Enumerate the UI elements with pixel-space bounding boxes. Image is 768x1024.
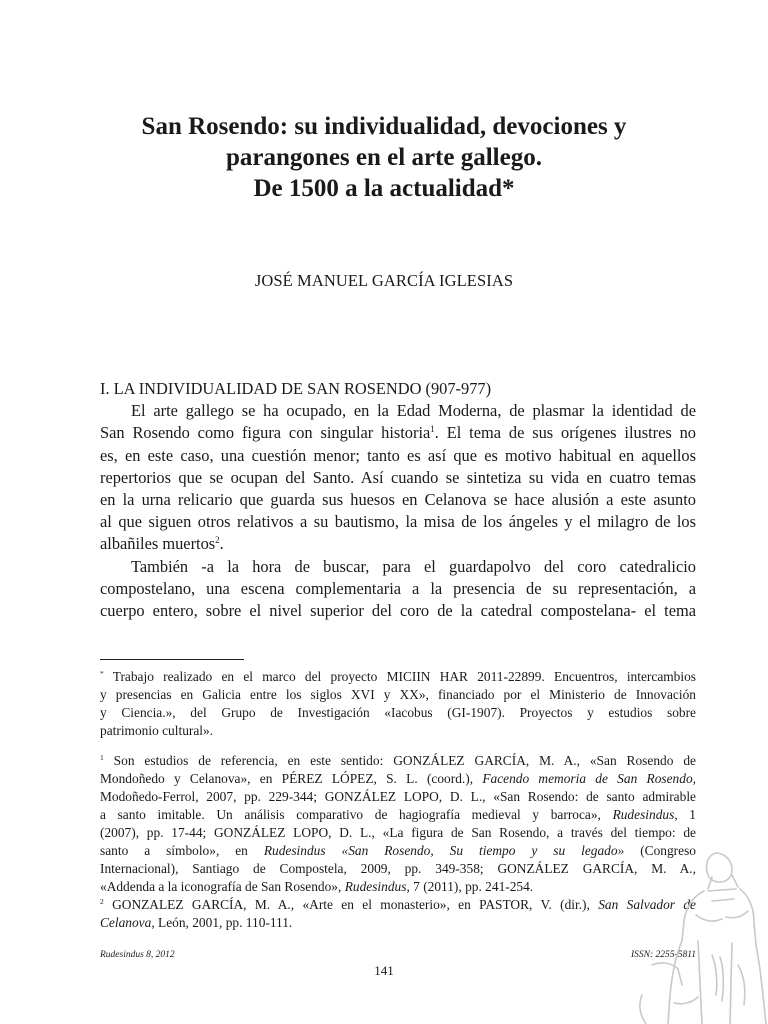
- paragraph-line: San Rosendo como figura con singular historia$^1$. El tema de sus orígenes ilustres no: [100, 423, 697, 443]
- footnote-1-line: Internacional), Santiago de Compostela, 2009, pp. 349-358; GONZÁLEZ GARCÍA, M. A.,: [100, 861, 696, 876]
- article-title: [60, 111, 708, 204]
- footnote-1-line: Mondoñedo y Celanova», en PÉREZ LÓPEZ, S. L. (coord.), Facendo memoria de San Rosendo,: [100, 771, 697, 786]
- footnote-ref-2[interactable]: 2: [215, 535, 220, 546]
- footnote-mark: *: [100, 669, 104, 678]
- issn-label: ISSN: 2255-5811: [631, 950, 696, 960]
- footnote-2-line: Celanova, León, 2001, pp. 110-111.: [100, 915, 293, 930]
- footnote-line: y Ciencia.», del Grupo de Investigación «Iacobus (GI-1907). Proyectos y estudios sobre: [100, 705, 696, 720]
- section-heading: I. LA INDIVIDUALIDAD DE SAN ROSENDO (907-977): [100, 379, 492, 398]
- paragraph-line: al que siguen otros relativos a su bautismo, la misa de los ángeles y el milagro de los: [100, 512, 696, 532]
- footnote-line: * Trabajo realizado en el marco del proyecto MICIIN HAR 2011-22899. Encuentros, intercambios: [100, 669, 696, 684]
- paragraph-line: es, en este caso, una cuestión menor; tanto es así que es motivo habitual en aquellos: [100, 445, 696, 465]
- paragraph-2: [100, 556, 696, 623]
- footnote-1-line: santo a símbolo», en Rudesindus «San Rosendo, Su tiempo y su legado» (Congreso: [100, 843, 696, 858]
- footnotes-numbered: [100, 752, 696, 932]
- journal-citation: Rudesindus 8, 2012: [100, 950, 175, 960]
- saint-figure-watermark-icon: [612, 845, 768, 1024]
- footnote-1-line: «Addenda a la iconografía de San Rosendo», Rudesindus, 7 (2011), pp. 241-254.: [100, 879, 534, 894]
- footnote-mark: 2: [100, 897, 104, 906]
- footnote-line: y presencias en Galicia entre los siglos XVI y XX», financiado por el Ministerio de Innovación: [100, 687, 696, 702]
- title-line-2: parangones en el arte gallego.: [226, 144, 542, 171]
- paragraph-line: compostelano, una escena complementaria a la presencia de su representación, a: [100, 578, 696, 598]
- footnote-1-line: $^1$ Son estudios de referencia, en este sentido: GONZÁLEZ GARCÍA, M. A., «San Rosendo de: [100, 753, 696, 768]
- paragraph-line: repertorios que se ocupan del Santo. Así cuando se sintetiza su vida en cuatro temas: [100, 467, 696, 487]
- body-text: [100, 378, 696, 622]
- footnote-line: patrimonio cultural».: [100, 723, 214, 738]
- footnote-2-line: $^2$ GONZALEZ GARCÍA, M. A., «Arte en el monasterio», en PASTOR, V. (dir.), San Salvador de: [100, 897, 697, 912]
- author-name: JOSÉ MANUEL GARCÍA IGLESIAS: [254, 271, 514, 290]
- page-number: 141: [374, 963, 394, 978]
- footnote-1-line: (2007), pp. 17-44; GONZÁLEZ LOPO, D. L., «La figura de San Rosendo, a través del tiempo: de: [100, 825, 696, 840]
- footnote-ref-1[interactable]: 1: [430, 424, 435, 435]
- paragraph-line: en la urna relicario que guarda sus huesos en Celanova se hace alusión a este asunto: [100, 490, 696, 510]
- footnote-1-line: a santo imitable. Un análisis comparativo de hagiografía medieval y barroca», Rudesindus, 1: [100, 807, 696, 822]
- title-line-1: San Rosendo: su individualidad, devociones y: [141, 113, 627, 140]
- title-line-3: De 1500 a la actualidad*: [253, 175, 515, 202]
- paragraph-line: albañiles muertos$^2$.: [100, 534, 224, 554]
- footnote-1-line: Modoñedo-Ferrol, 2007, pp. 229-344; GONZÁLEZ LOPO, D. L., «San Rosendo: de santo admirable: [100, 789, 696, 804]
- footnote-mark: 1: [100, 753, 104, 762]
- footnote-star: [100, 668, 696, 740]
- paragraph-line: El arte gallego se ha ocupado, en la Edad Moderna, de plasmar la identidad de: [131, 401, 696, 421]
- paragraph-1: [100, 400, 696, 555]
- paragraph-line: También -a la hora de buscar, para el guardapolvo del coro catedralicio: [131, 556, 696, 576]
- paragraph-line: cuerpo entero, sobre el nivel superior del coro de la catedral compostelana- el tema: [100, 601, 696, 621]
- footnote-divider: [100, 659, 244, 660]
